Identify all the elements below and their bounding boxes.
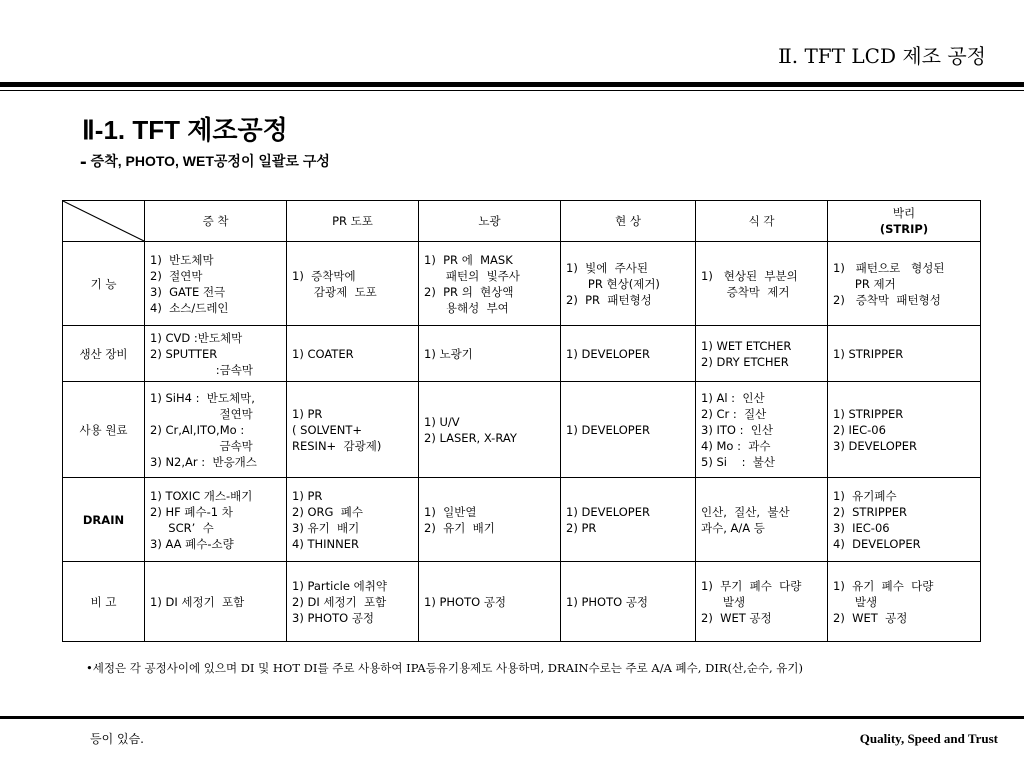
col-header-etch: 식 각	[696, 201, 828, 242]
cell-line: 3) AA 폐수-소량	[150, 536, 234, 551]
header-rule-thin	[0, 90, 1024, 91]
row-equipment	[63, 326, 981, 382]
col-header-deposition: 증 착	[145, 201, 287, 242]
cell-line: ( SOLVENT+	[292, 422, 363, 437]
table-header-row	[63, 201, 981, 242]
cell-line: 1) Particle 에취약	[292, 578, 387, 593]
cell-line: PR 제거	[833, 276, 896, 291]
col-header-exposure: 노광	[419, 201, 561, 242]
table-cell	[287, 478, 419, 562]
subtitle-dash: -	[80, 151, 87, 173]
cell-line: 2) 증착막 패턴형성	[833, 292, 941, 307]
cell-line: 1) STRIPPER	[833, 346, 904, 361]
table-cell	[828, 382, 981, 478]
table-cell	[561, 326, 696, 382]
table-cell	[145, 478, 287, 562]
cell-line: 과수, A/A 등	[701, 520, 765, 535]
cell-line: 패턴의 빛주사	[424, 268, 520, 283]
cell-line: 1) 무기 폐수 다량	[701, 578, 802, 593]
cell-line: 1) PR 에 MASK	[424, 252, 513, 267]
cell-line: 5) Si : 불산	[701, 454, 775, 469]
cell-line: 3) IEC-06	[833, 520, 890, 535]
table-cell	[561, 562, 696, 642]
footer-slogan: Quality, Speed and Trust	[859, 731, 998, 746]
cell-line: 3) PHOTO 공정	[292, 610, 375, 625]
table-cell	[419, 326, 561, 382]
cell-line: 2) WET 공정	[701, 610, 772, 625]
row-header: 사용 원료	[63, 382, 145, 478]
table-cell	[419, 382, 561, 478]
table-cell	[145, 242, 287, 326]
cell-line: 2) STRIPPER	[833, 504, 907, 519]
cell-line: PR 현상(제거)	[566, 276, 660, 291]
cell-line: 증착막 제거	[701, 284, 790, 299]
header-title: Ⅱ. TFT LCD 제조 공정	[778, 44, 986, 68]
cell-line: 1) PR	[292, 488, 323, 503]
cell-line: 용해성 부여	[424, 300, 509, 315]
cell-line: 2) PR 의 현상액	[424, 284, 514, 299]
table-cell	[419, 242, 561, 326]
cell-line: 1) Al : 인산	[701, 390, 765, 405]
cell-line: 2) SPUTTER	[150, 346, 218, 361]
cell-line: 1) DI 세정기 포함	[150, 594, 245, 609]
cell-line: 4) 소스/드레인	[150, 300, 229, 315]
cell-line: 3) GATE 전극	[150, 284, 226, 299]
table-cell	[828, 326, 981, 382]
subtitle-text: 증착, PHOTO, WET공정이 일괄로 구성	[90, 153, 330, 169]
cell-line: 3) DEVELOPER	[833, 438, 917, 453]
cell-line: 발생	[701, 594, 746, 609]
corner-diagonal-cell	[63, 201, 145, 242]
cell-line: 1) 증착막에	[292, 268, 356, 283]
cell-line: 2) DI 세정기 포함	[292, 594, 387, 609]
cell-line: 1) SiH4 : 반도체막,	[150, 390, 255, 405]
row-header: DRAIN	[63, 478, 145, 562]
table-cell	[696, 562, 828, 642]
table-cell	[696, 478, 828, 562]
header-rule-thick	[0, 82, 1024, 87]
cell-line: 1) 패턴으로 형성된	[833, 260, 945, 275]
table-cell	[561, 382, 696, 478]
cell-line: 1) 빛에 주사된	[566, 260, 648, 275]
cell-line: 발생	[833, 594, 878, 609]
table-cell	[145, 326, 287, 382]
cell-line: 2) 절연막	[150, 268, 203, 283]
table-cell	[145, 562, 287, 642]
cell-line: 1) CVD :반도체막	[150, 330, 243, 345]
table-cell	[696, 242, 828, 326]
cell-line: 2) DRY ETCHER	[701, 354, 789, 369]
cell-line: 1) 유기폐수	[833, 488, 897, 503]
cell-line: 1) PHOTO 공정	[424, 594, 507, 609]
cell-line: 2) Cr : 질산	[701, 406, 767, 421]
table-cell	[561, 242, 696, 326]
cell-line: 2) Cr,Al,ITO,Mo :	[150, 422, 245, 437]
main-title: Ⅱ-1. TFT 제조공정	[82, 115, 288, 145]
col-header-develop: 현 상	[561, 201, 696, 242]
row-function	[63, 242, 981, 326]
cell-line: 3) N2,Ar : 반응개스	[150, 454, 257, 469]
cell-line: 감광제 도포	[292, 284, 377, 299]
cell-line: 2) ORG 폐수	[292, 504, 363, 519]
cell-line: 인산, 질산, 불산	[701, 504, 790, 519]
footnote: •세정은 각 공정사이에 있으며 DI 및 HOT DI를 주로 사용하여 IPA등유기용제도 사용하며, DRAIN수로는 주로 A/A 폐수, DIR(산,순수, 유기)	[86, 661, 803, 675]
cell-line: 2) WET 공정	[833, 610, 908, 625]
cell-line: 1) PHOTO 공정	[566, 594, 649, 609]
cell-line: 1) WET ETCHER	[701, 338, 792, 353]
table-cell	[696, 382, 828, 478]
cell-line: :금속막	[150, 362, 254, 377]
cell-line: 2) IEC-06	[833, 422, 886, 437]
cell-line: 3) 유기 배기	[292, 520, 360, 535]
table-cell	[145, 382, 287, 478]
cell-line: 1) TOXIC 개스-배기	[150, 488, 253, 503]
cell-line: 1) PR	[292, 406, 323, 421]
table-cell	[419, 478, 561, 562]
row-materials	[63, 382, 981, 478]
cell-line: RESIN+ 감광제)	[292, 438, 382, 453]
table-cell	[287, 562, 419, 642]
cell-line: 1) DEVELOPER	[566, 346, 650, 361]
cell-line: 1) 노광기	[424, 346, 473, 361]
table-cell	[419, 562, 561, 642]
cell-line: 1) DEVELOPER	[566, 504, 650, 519]
subtitle	[80, 151, 330, 174]
row-header: 생산 장비	[63, 326, 145, 382]
col-header-pr-coating: PR 도포	[287, 201, 419, 242]
table-cell	[287, 326, 419, 382]
cell-line: SCR’ 수	[150, 520, 214, 535]
table-cell	[287, 242, 419, 326]
cell-line: 2) PR 패턴형성	[566, 292, 652, 307]
table-cell	[828, 562, 981, 642]
cell-line: 1) 일반열	[424, 504, 477, 519]
footer-rule	[0, 716, 1024, 719]
col-header-strip: 박리 (STRIP)	[828, 201, 981, 242]
cell-line: 4) THINNER	[292, 536, 359, 551]
cell-line: 1) 현상된 부분의	[701, 268, 798, 283]
table-cell	[561, 478, 696, 562]
cell-line: 2) HF 폐수-1 차	[150, 504, 233, 519]
footer-left-text: 등이 있슴.	[90, 732, 144, 746]
diagonal-line	[63, 201, 144, 241]
cell-line: 1) DEVELOPER	[566, 422, 650, 437]
cell-line: 4) Mo : 과수	[701, 438, 771, 453]
cell-line: 4) DEVELOPER	[833, 536, 921, 551]
process-table	[62, 200, 981, 642]
cell-line: 3) ITO : 인산	[701, 422, 773, 437]
row-drain	[63, 478, 981, 562]
cell-line: 절연막	[150, 406, 253, 421]
row-header: 기 능	[63, 242, 145, 326]
cell-line: 2) LASER, X-RAY	[424, 430, 517, 445]
table-cell	[828, 242, 981, 326]
row-header: 비 고	[63, 562, 145, 642]
cell-line: 1) COATER	[292, 346, 354, 361]
table-cell	[828, 478, 981, 562]
cell-line: 1) 유기 폐수 다량	[833, 578, 934, 593]
table-cell	[696, 326, 828, 382]
cell-line: 2) 유기 배기	[424, 520, 495, 535]
table-cell	[287, 382, 419, 478]
cell-line: 1) U/V	[424, 414, 460, 429]
cell-line: 1) STRIPPER	[833, 406, 904, 421]
cell-line: 금속막	[150, 438, 253, 453]
row-remarks	[63, 562, 981, 642]
cell-line: 1) 반도체막	[150, 252, 214, 267]
cell-line: 2) PR	[566, 520, 597, 535]
